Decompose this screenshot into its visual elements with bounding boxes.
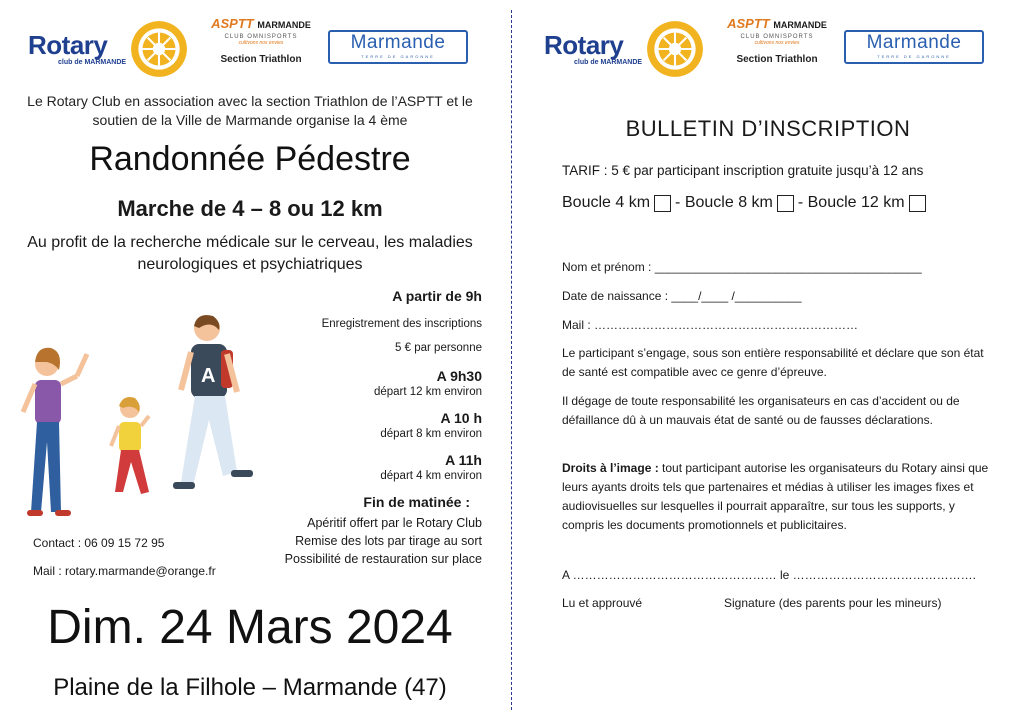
schedule: A partir de 9h Enregistrement des inscriptions 5 € par personne A 9h30 départ 12 km environ A 10 h départ 8 km environ A 11h départ 4 km environ Fin de matinée : Apéritif offert par le Rotary Club Remise des lots par tirage au sort Possibilité de restauration sur place bbox=[284, 288, 482, 566]
contact-phone: Contact : 06 09 15 72 95 bbox=[33, 536, 165, 550]
intro-text: Le Rotary Club en association avec la section Triathlon de l’ASPTT et le soutien de la Ville de Marmande organise la 4 ème bbox=[27, 93, 473, 128]
form-page bbox=[512, 0, 1024, 724]
responsibility-text: Il dégage de toute responsabilité les organisateurs en cas d’accident ou de défaillance dû à un mauvais état de santé ou de fausses déclarations. bbox=[562, 394, 960, 427]
boucle-8-checkbox[interactable] bbox=[777, 195, 794, 212]
rotary-logo: Rotary club de MARMANDE bbox=[544, 30, 643, 66]
marmande-logo: Marmande TERRE DE GARONNE bbox=[844, 30, 984, 64]
form-title: BULLETIN D’INSCRIPTION bbox=[625, 116, 911, 141]
event-title: Randonnée Pédestre bbox=[89, 140, 411, 178]
image-rights-text: Droits à l’image : tout participant autorise les organisateurs du Rotary ainsi que leurs ayants droits tels que partenaires et médias à utiliser les images fixes et audiovisuelles sur lesquelles il pourrait apparaître, sur tous les supports, y compris les documents promotionnels et publicitaires. bbox=[562, 461, 989, 532]
contact-mail: Mail : rotary.marmande@orange.fr bbox=[33, 564, 216, 578]
name-field[interactable]: Nom et prénom : ________________________________________ bbox=[562, 260, 922, 274]
birthdate-field[interactable]: Date de naissance : ____/____ /__________ bbox=[562, 289, 802, 303]
signature-label: Signature (des parents pour les mineurs) bbox=[724, 596, 942, 610]
boucle-8-label: - Boucle 8 km bbox=[675, 194, 773, 211]
logos-row bbox=[28, 16, 498, 86]
boucle-4-checkbox[interactable] bbox=[654, 195, 671, 212]
approved-label: Lu et approuvé bbox=[562, 596, 643, 610]
place-date-field[interactable]: A …………………………………………… le ………………………………………. bbox=[562, 568, 977, 582]
event-place: Plaine de la Filhole – Marmande (47) bbox=[53, 674, 447, 701]
engagement-text: Le participant s’engage, sous son entière responsabilité et déclare que son état de santé est compatible avec ce genre d’épreuve. bbox=[562, 346, 984, 379]
svg-text:A: A bbox=[201, 365, 216, 387]
tarif-text: TARIF : 5 € par participant inscription gratuite jusqu’à 12 ans bbox=[562, 163, 924, 178]
event-subtitle: Marche de 4 – 8 ou 12 km bbox=[117, 196, 383, 221]
family-walking-illustration bbox=[15, 312, 255, 532]
image-rights-label: Droits à l’image : bbox=[562, 461, 659, 475]
mail-field[interactable]: Mail : ………………………………………………………… bbox=[562, 318, 859, 332]
event-date: Dim. 24 Mars 2024 bbox=[47, 601, 453, 654]
boucle-4-label: Boucle 4 km bbox=[562, 194, 651, 211]
logos-row bbox=[544, 16, 1014, 86]
boucle-choice bbox=[562, 194, 930, 212]
rotary-logo: Rotary club de MARMANDE bbox=[28, 30, 127, 66]
asptt-logo: ASPTT MARMANDE CLUB OMNISPORTS cultivons nos envies Section Triathlon bbox=[727, 16, 827, 65]
asptt-logo: ASPTT MARMANDE CLUB OMNISPORTS cultivons nos envies Section Triathlon bbox=[211, 16, 311, 65]
boucle-12-checkbox[interactable] bbox=[909, 195, 926, 212]
rotary-wheel-icon bbox=[128, 18, 190, 80]
boucle-12-label: - Boucle 12 km bbox=[797, 194, 905, 211]
signature-row bbox=[562, 596, 992, 610]
rotary-wheel-icon bbox=[644, 18, 706, 80]
marmande-logo: Marmande TERRE DE GARONNE bbox=[328, 30, 468, 64]
profit-text: Au profit de la recherche médicale sur le cerveau, les maladies neurologiques et psychiatriques bbox=[27, 234, 473, 273]
